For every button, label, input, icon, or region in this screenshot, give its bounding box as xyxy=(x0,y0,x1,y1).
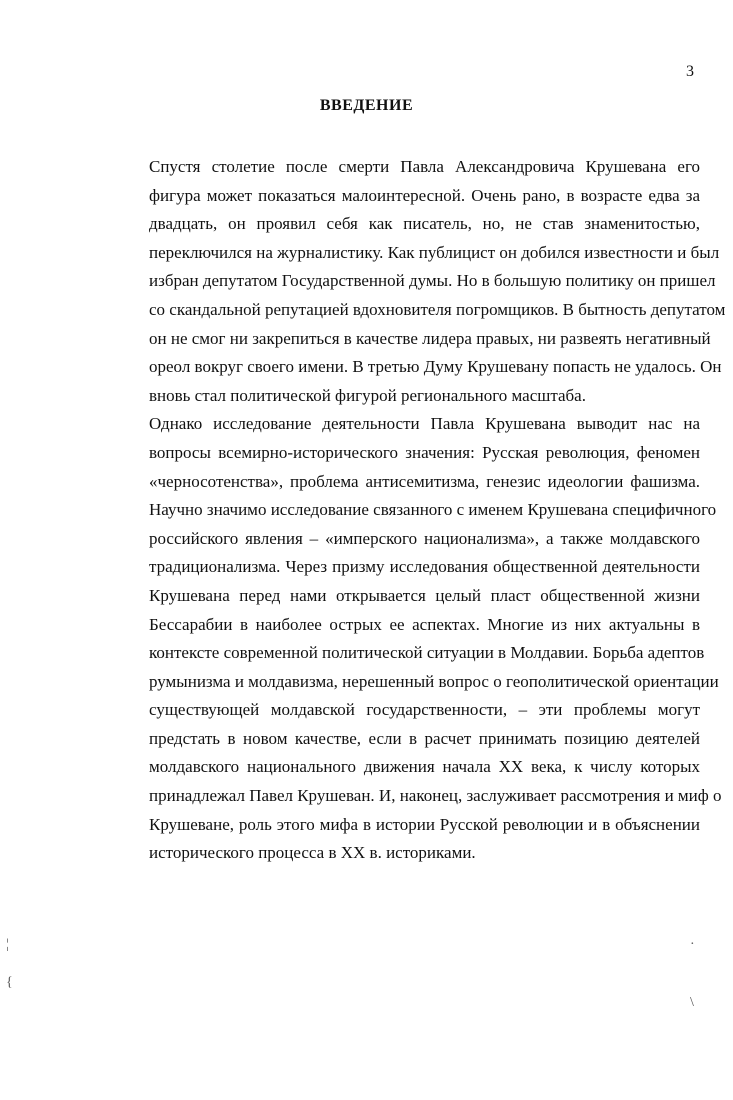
text-line: контексте современной политической ситуации в Молдавии. Борьба адептов xyxy=(149,643,705,663)
text-line: вновь стал политической фигурой регионального масштаба. xyxy=(149,385,586,405)
text-line: существующей молдавской государственности, – эти проблемы могут xyxy=(149,700,700,720)
text-line: Крушеване, роль этого мифа в истории Русской революции и в объяснении xyxy=(149,814,700,834)
body-text xyxy=(129,153,726,868)
text-line: предстать в новом качестве, если в расчет принимать позицию деятелей xyxy=(149,728,700,748)
text-line: Однако исследование деятельности Павла Крушевана выводит нас на xyxy=(149,414,700,434)
text-line: румынизма и молдавизма, нерешенный вопрос о геополитической ориентации xyxy=(149,671,719,691)
paragraph-2 xyxy=(129,410,722,868)
page-heading: ВВЕДЕНИЕ xyxy=(319,97,414,114)
text-line: российского явления – «имперского национализма», а также молдавского xyxy=(149,528,700,548)
text-line: вопросы всемирно-исторического значения: Русская революция, феномен xyxy=(149,442,700,462)
text-line: переключился на журналистику. Как публицист он добился известности и был xyxy=(149,242,720,262)
text-line: традиционализма. Через призму исследования общественной деятельности xyxy=(149,557,700,577)
text-line: молдавского национального движения начала XX века, к числу которых xyxy=(149,757,700,777)
text-line: ореол вокруг своего имени. В третью Думу Крушевану попасть не удалось. Он xyxy=(149,357,722,377)
text-line: Бессарабии в наиболее острых ее аспектах. Многие из них актуальны в xyxy=(149,614,700,634)
text-line: принадлежал Павел Крушеван. И, наконец, заслуживает рассмотрения и миф о xyxy=(149,786,722,806)
text-line: со скандальной репутацией вдохновителя погромщиков. В бытность депутатом xyxy=(149,299,726,319)
text-line: Научно значимо исследование связанного с именем Крушевана специфичного xyxy=(149,500,717,520)
text-line: «черносотенства», проблема антисемитизма, генезис идеологии фашизма. xyxy=(149,471,700,491)
scan-margin-mark: \ xyxy=(690,995,694,1010)
text-line: Крушевана перед нами открывается целый пласт общественной жизни xyxy=(149,585,700,605)
scan-margin-mark: · xyxy=(690,937,695,952)
text-line: исторического процесса в XX в. историками. xyxy=(149,843,476,863)
page-number: 3 xyxy=(686,63,694,80)
scan-margin-mark: { xyxy=(6,975,13,990)
paragraph-1 xyxy=(129,153,726,410)
text-line: Спустя столетие после смерти Павла Александровича Крушевана его xyxy=(149,157,700,176)
scan-margin-mark: ¦ xyxy=(6,937,9,952)
text-line: фигура может показаться малоинтересной. Очень рано, в возрасте едва за xyxy=(149,185,700,205)
text-line: двадцать, он проявил себя как писатель, но, не став знаменитостью, xyxy=(149,214,700,234)
text-line: избран депутатом Государственной думы. Но в большую политику он пришел xyxy=(149,271,716,291)
text-line: он не смог ни закрепиться в качестве лидера правых, ни развеять негативный xyxy=(149,328,711,348)
